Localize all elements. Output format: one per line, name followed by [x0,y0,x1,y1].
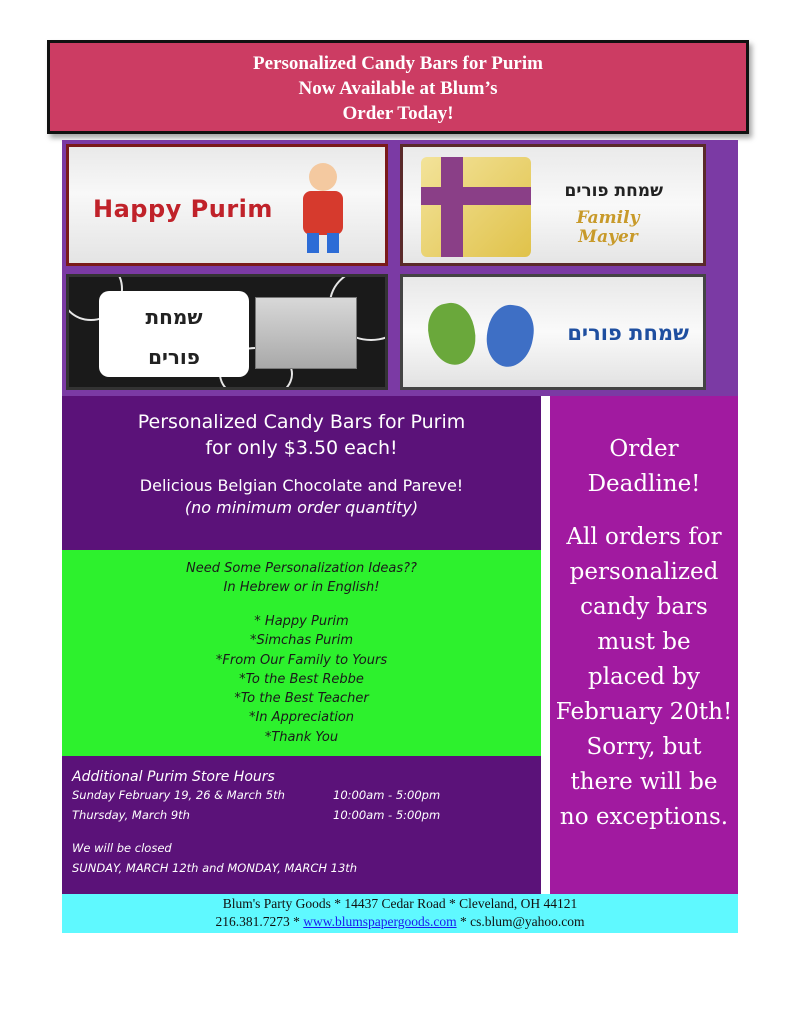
comedy-mask-icon [423,299,481,369]
bar4-hebrew: שמחת פורים [567,321,689,345]
list-item: *Simchas Purim [250,633,353,649]
offer-line-3: Delicious Belgian Chocolate and Pareve! [139,476,464,495]
bar3-hebrew-2: פורים [148,345,200,369]
ideas-intro [62,559,541,597]
footer-phone: 216.381.7273 * [215,914,304,929]
clown-icon [295,163,351,253]
tragedy-mask-icon [482,301,538,370]
bar3-hebrew-1: שמחת [145,305,203,329]
footer-contact [62,894,738,933]
deadline-line: no exceptions. [559,804,729,830]
gift-box-icon [421,157,531,257]
website-link[interactable]: www.blumspapergoods.com [303,914,457,929]
list-item: *Thank You [264,729,339,745]
closed-line-2: SUNDAY, MARCH 12th and MONDAY, MARCH 13th [72,861,358,875]
candy-bar-photos [62,140,738,396]
deadline-panel [550,396,738,894]
ideas-intro-1: Need Some Personalization Ideas?? [186,561,417,576]
banner-line-2: Now Available at Blum’s [298,78,498,99]
hours-title: Additional Purim Store Hours [72,769,275,785]
hours-row [72,805,541,825]
closed-notice [72,838,541,878]
offer-line-2: for only $3.50 each! [205,437,398,459]
store-hours-panel [62,756,541,894]
hours-time: 10:00am - 5:00pm [333,788,441,802]
deadline-title [550,432,738,502]
hours-days: Thursday, March 9th [72,808,190,822]
column-divider [541,396,550,894]
offer-title [62,409,541,461]
hours-days: Sunday February 19, 26 & March 5th [72,788,285,802]
list-item: *To the Best Teacher [234,691,369,707]
closed-line-1: We will be closed [72,841,172,855]
deadline-line: candy bars [580,594,708,620]
footer-email: * cs.blum@yahoo.com [456,914,585,929]
ideas-panel [62,550,541,756]
deadline-title-2: Deadline! [587,471,701,497]
footer-address: Blum's Party Goods * 14437 Cedar Road * Cleveland, OH 44121 [222,896,578,911]
footer-contact-line [62,913,738,931]
candy-bar-family-image [400,144,706,266]
silver-box-icon [255,297,357,369]
hours-time: 10:00am - 5:00pm [333,808,441,822]
deadline-line: personalized [569,559,719,585]
header-banner [47,40,749,134]
deadline-line: placed by [587,664,701,690]
list-item: * Happy Purim [254,614,349,629]
candy-bar-silver-gift-image [66,274,388,390]
banner-line-3: Order Today! [342,103,454,124]
banner-line-1: Personalized Candy Bars for Purim [253,53,543,74]
offer-details [62,475,541,519]
bar1-label: Happy Purim [93,195,273,223]
offer-panel [62,396,541,550]
deadline-line: Sorry, but [586,734,702,760]
bar3-label [99,291,249,377]
bar2-family-label [553,209,663,247]
deadline-title-1: Order [609,436,679,462]
list-item: *In Appreciation [248,710,355,726]
deadline-line: February 20th! [555,699,733,725]
deadline-message [550,520,738,835]
candy-bar-happy-purim-image [66,144,388,266]
ideas-list [62,612,541,747]
list-item: *From Our Family to Yours [215,652,388,668]
offer-line-4: (no minimum order quantity) [184,498,419,517]
candy-bar-masks-image [400,274,706,390]
hours-row [72,785,541,805]
deadline-line: there will be [570,769,718,795]
bar2-family: Family [576,208,640,228]
offer-line-1: Personalized Candy Bars for Purim [137,411,466,433]
bar2-hebrew: שמחת פורים [564,181,663,201]
deadline-line: must be [597,629,691,655]
bar2-name: Mayer [578,227,638,247]
list-item: *To the Best Rebbe [239,671,364,687]
ideas-intro-2: In Hebrew or in English! [223,580,380,595]
deadline-line: All orders for [566,524,722,550]
